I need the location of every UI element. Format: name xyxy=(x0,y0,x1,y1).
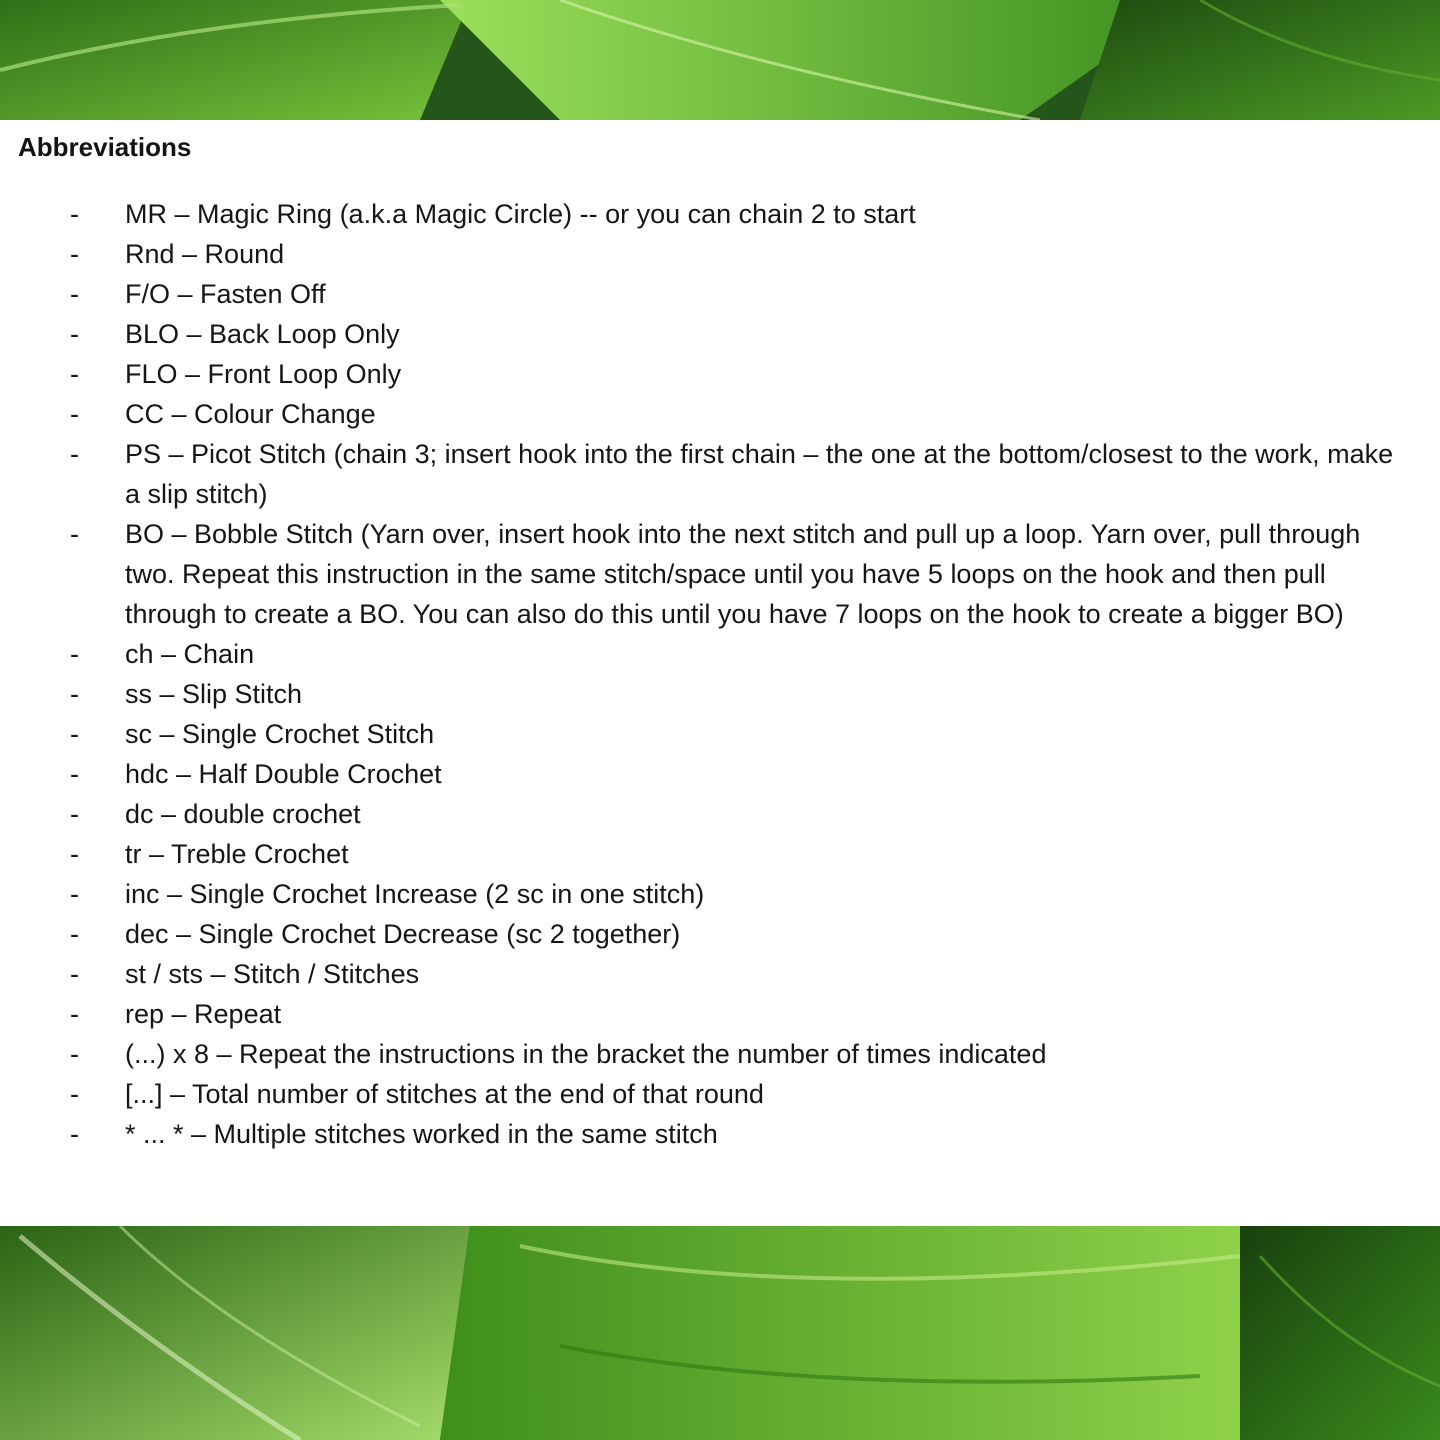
abbreviation-item xyxy=(0,354,1440,394)
list-bullet: - xyxy=(70,199,79,229)
abbreviation-item xyxy=(0,1074,1440,1114)
abbreviation-text: dc – double crochet xyxy=(125,799,361,829)
list-bullet: - xyxy=(70,399,79,429)
list-bullet: - xyxy=(70,839,79,869)
abbreviation-text: ss – Slip Stitch xyxy=(125,679,303,709)
list-bullet: - xyxy=(70,959,79,989)
abbreviations-heading: Abbreviations xyxy=(18,132,192,162)
list-bullet: - xyxy=(70,759,79,789)
abbreviations-list xyxy=(0,194,1440,1154)
abbreviation-item xyxy=(0,234,1440,274)
list-bullet: - xyxy=(70,1079,79,1109)
abbreviation-item xyxy=(0,514,1440,634)
abbreviation-item xyxy=(0,314,1440,354)
list-bullet: - xyxy=(70,999,79,1029)
abbreviation-item xyxy=(0,634,1440,674)
abbreviation-item xyxy=(0,394,1440,434)
list-bullet: - xyxy=(70,719,79,749)
abbreviation-text: MR – Magic Ring (a.k.a Magic Circle) -- or you can chain 2 to start xyxy=(125,199,916,229)
list-bullet: - xyxy=(70,239,79,269)
abbreviations-sheet xyxy=(0,120,1440,1226)
abbreviation-text: hdc – Half Double Crochet xyxy=(125,759,442,789)
list-bullet: - xyxy=(70,519,79,549)
abbreviation-item xyxy=(0,834,1440,874)
list-bullet: - xyxy=(70,279,79,309)
abbreviation-text: dec – Single Crochet Decrease (sc 2 together) xyxy=(125,919,681,949)
abbreviation-text: inc – Single Crochet Increase (2 sc in one stitch) xyxy=(125,879,705,909)
abbreviation-text: BLO – Back Loop Only xyxy=(125,319,400,349)
abbreviation-item xyxy=(0,874,1440,914)
list-bullet: - xyxy=(70,1119,79,1149)
abbreviation-text: PS – Picot Stitch (chain 3; insert hook into the first chain – the one at the bottom/closest to the work, make a slip stitch) xyxy=(125,439,1394,509)
abbreviation-item xyxy=(0,954,1440,994)
list-bullet: - xyxy=(70,1039,79,1069)
abbreviation-item xyxy=(0,1114,1440,1154)
leaf-background-top xyxy=(0,0,1440,120)
abbreviation-text: FLO – Front Loop Only xyxy=(125,359,402,389)
abbreviation-text: rep – Repeat xyxy=(125,999,282,1029)
abbreviation-item xyxy=(0,674,1440,714)
abbreviation-text: BO – Bobble Stitch (Yarn over, insert hook into the next stitch and pull up a loop. Yarn over, pull through two. Repeat this instruction in the same stitch/space until you have 5 loops on the hook and then pull through to create a BO. You can also do this until you have 7 loops on the hook to create a bigger BO) xyxy=(125,519,1361,629)
abbreviation-item xyxy=(0,714,1440,754)
abbreviation-item xyxy=(0,754,1440,794)
list-bullet: - xyxy=(70,639,79,669)
abbreviation-item xyxy=(0,794,1440,834)
list-bullet: - xyxy=(70,319,79,349)
abbreviation-text: Rnd – Round xyxy=(125,239,285,269)
abbreviation-item xyxy=(0,1034,1440,1074)
list-bullet: - xyxy=(70,439,79,469)
leaf-background-bottom xyxy=(0,1226,1440,1440)
leaf-pattern-top xyxy=(0,0,1440,120)
abbreviation-item xyxy=(0,914,1440,954)
abbreviation-text: ch – Chain xyxy=(125,639,255,669)
abbreviation-text: [...] – Total number of stitches at the end of that round xyxy=(125,1079,764,1109)
abbreviation-item xyxy=(0,194,1440,234)
abbreviation-item xyxy=(0,994,1440,1034)
list-bullet: - xyxy=(70,919,79,949)
abbreviation-text: st / sts – Stitch / Stitches xyxy=(125,959,420,989)
abbreviation-text: * ... * – Multiple stitches worked in the same stitch xyxy=(125,1119,718,1149)
leaf-pattern-bottom xyxy=(0,1226,1440,1440)
list-bullet: - xyxy=(70,679,79,709)
abbreviation-text: (...) x 8 – Repeat the instructions in the bracket the number of times indicated xyxy=(125,1039,1047,1069)
list-bullet: - xyxy=(70,879,79,909)
abbreviation-text: F/O – Fasten Off xyxy=(125,279,326,309)
abbreviation-text: CC – Colour Change xyxy=(125,399,376,429)
abbreviation-item xyxy=(0,434,1440,514)
abbreviation-text: sc – Single Crochet Stitch xyxy=(125,719,435,749)
list-bullet: - xyxy=(70,359,79,389)
list-bullet: - xyxy=(70,799,79,829)
abbreviation-text: tr – Treble Crochet xyxy=(125,839,349,869)
abbreviation-item xyxy=(0,274,1440,314)
